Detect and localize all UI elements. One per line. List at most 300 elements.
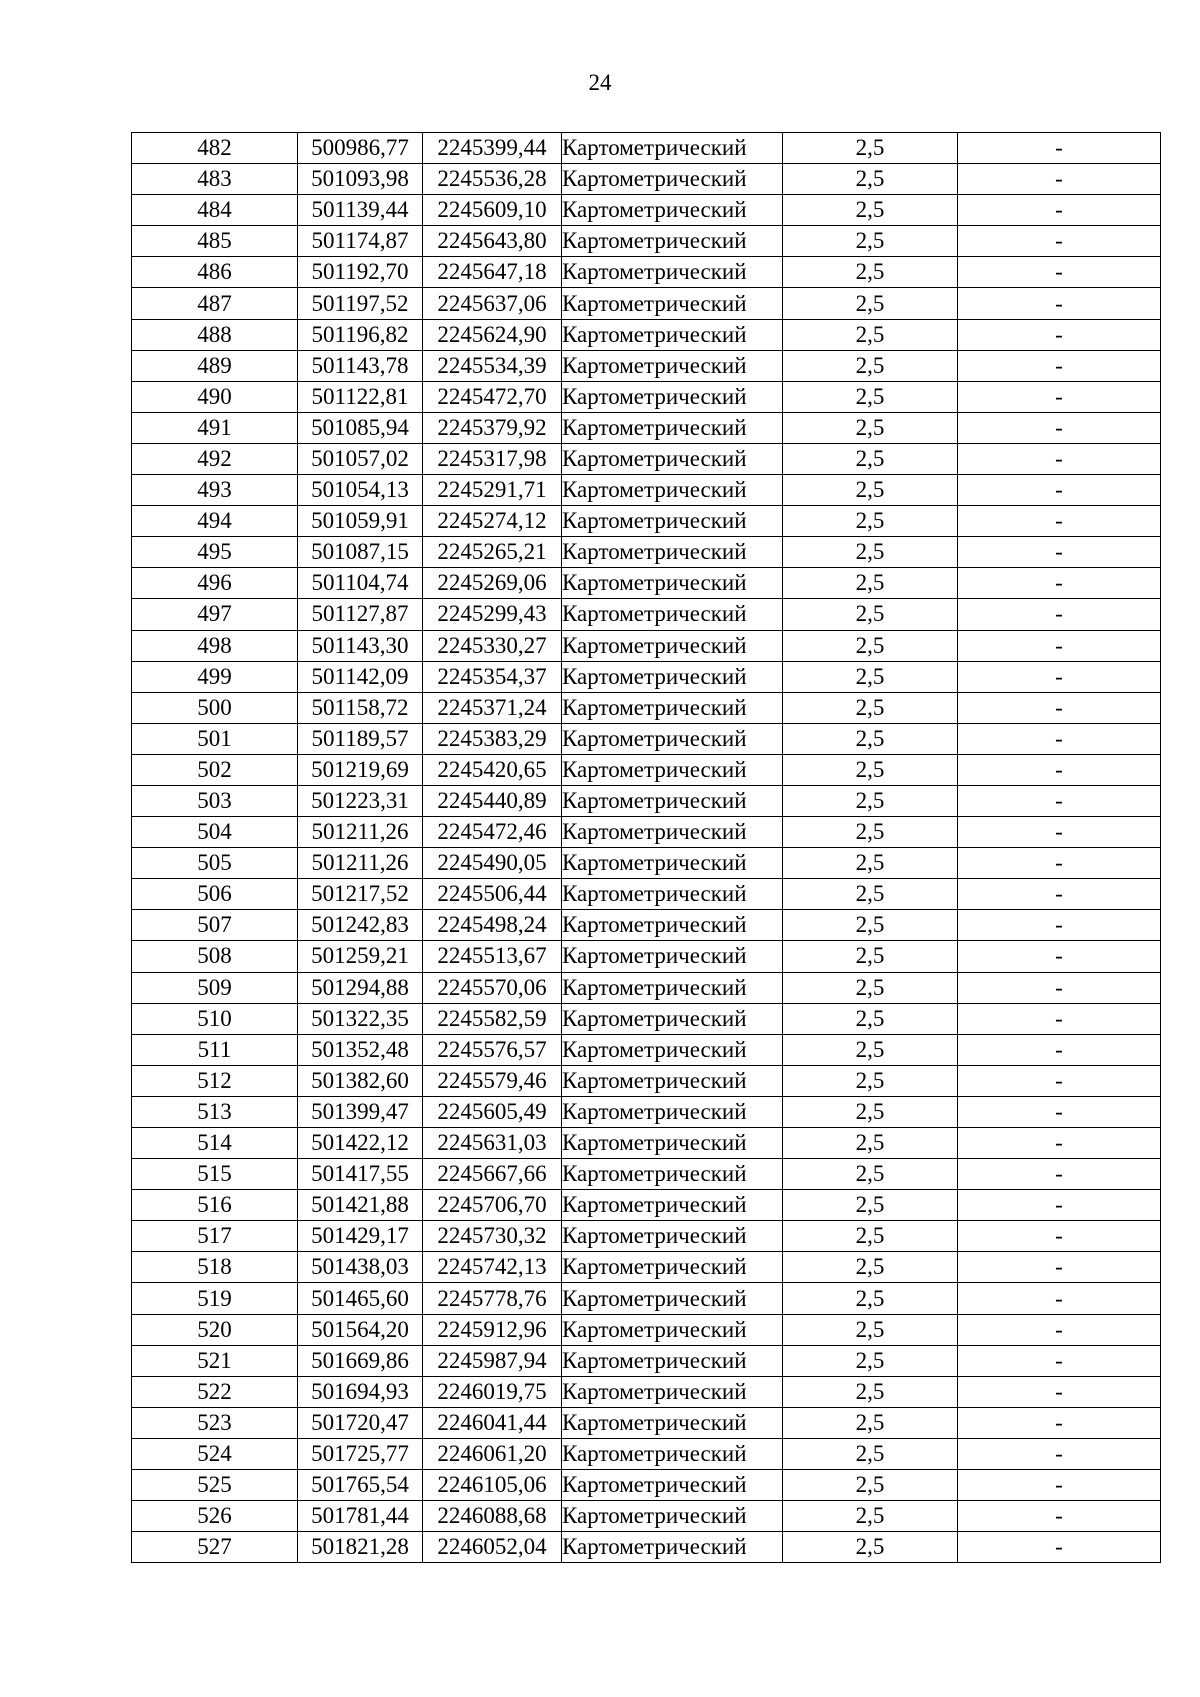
point-number-cell: 523 <box>132 1407 298 1438</box>
method-cell: Картометрический <box>562 475 783 506</box>
method-cell: Картометрический <box>562 195 783 226</box>
method-cell: Картометрический <box>562 568 783 599</box>
table-row <box>132 599 1161 630</box>
point-number-cell: 484 <box>132 195 298 226</box>
description-cell: - <box>958 257 1161 288</box>
accuracy-cell: 2,5 <box>783 692 958 723</box>
y-coordinate-cell: 2245498,24 <box>423 910 562 941</box>
point-number-cell: 504 <box>132 817 298 848</box>
accuracy-cell: 2,5 <box>783 319 958 350</box>
accuracy-cell: 2,5 <box>783 1096 958 1127</box>
y-coordinate-cell: 2245912,96 <box>423 1314 562 1345</box>
table-row <box>132 817 1161 848</box>
x-coordinate-cell: 501720,47 <box>298 1407 423 1438</box>
accuracy-cell: 2,5 <box>783 941 958 972</box>
method-cell: Картометрический <box>562 1034 783 1065</box>
description-cell: - <box>958 910 1161 941</box>
table-row <box>132 910 1161 941</box>
method-cell: Картометрический <box>562 910 783 941</box>
point-number-cell: 494 <box>132 506 298 537</box>
y-coordinate-cell: 2245420,65 <box>423 754 562 785</box>
point-number-cell: 489 <box>132 350 298 381</box>
x-coordinate-cell: 501429,17 <box>298 1221 423 1252</box>
method-cell: Картометрический <box>562 1096 783 1127</box>
method-cell: Картометрический <box>562 350 783 381</box>
x-coordinate-cell: 501059,91 <box>298 506 423 537</box>
method-cell: Картометрический <box>562 941 783 972</box>
method-cell: Картометрический <box>562 443 783 474</box>
y-coordinate-cell: 2245265,21 <box>423 537 562 568</box>
y-coordinate-cell: 2245637,06 <box>423 288 562 319</box>
point-number-cell: 525 <box>132 1470 298 1501</box>
point-number-cell: 487 <box>132 288 298 319</box>
y-coordinate-cell: 2245570,06 <box>423 972 562 1003</box>
method-cell: Картометрический <box>562 1376 783 1407</box>
y-coordinate-cell: 2245291,71 <box>423 475 562 506</box>
description-cell: - <box>958 879 1161 910</box>
y-coordinate-cell: 2245576,57 <box>423 1034 562 1065</box>
method-cell: Картометрический <box>562 381 783 412</box>
description-cell: - <box>958 1065 1161 1096</box>
accuracy-cell: 2,5 <box>783 412 958 443</box>
method-cell: Картометрический <box>562 412 783 443</box>
description-cell: - <box>958 1159 1161 1190</box>
y-coordinate-cell: 2246041,44 <box>423 1407 562 1438</box>
point-number-cell: 501 <box>132 723 298 754</box>
point-number-cell: 515 <box>132 1159 298 1190</box>
accuracy-cell: 2,5 <box>783 1501 958 1532</box>
method-cell: Картометрический <box>562 754 783 785</box>
x-coordinate-cell: 501143,30 <box>298 630 423 661</box>
x-coordinate-cell: 501382,60 <box>298 1065 423 1096</box>
accuracy-cell: 2,5 <box>783 1345 958 1376</box>
point-number-cell: 527 <box>132 1532 298 1563</box>
accuracy-cell: 2,5 <box>783 1438 958 1469</box>
table-row <box>132 1470 1161 1501</box>
method-cell: Картометрический <box>562 661 783 692</box>
table-row <box>132 475 1161 506</box>
y-coordinate-cell: 2245354,37 <box>423 661 562 692</box>
method-cell: Картометрический <box>562 848 783 879</box>
description-cell: - <box>958 1283 1161 1314</box>
method-cell: Картометрический <box>562 1003 783 1034</box>
method-cell: Картометрический <box>562 164 783 195</box>
method-cell: Картометрический <box>562 1190 783 1221</box>
x-coordinate-cell: 501087,15 <box>298 537 423 568</box>
description-cell: - <box>958 1438 1161 1469</box>
x-coordinate-cell: 501139,44 <box>298 195 423 226</box>
x-coordinate-cell: 501219,69 <box>298 754 423 785</box>
table-row <box>132 972 1161 1003</box>
description-cell: - <box>958 568 1161 599</box>
y-coordinate-cell: 2245667,66 <box>423 1159 562 1190</box>
table-row <box>132 288 1161 319</box>
x-coordinate-cell: 501104,74 <box>298 568 423 599</box>
x-coordinate-cell: 501192,70 <box>298 257 423 288</box>
x-coordinate-cell: 501694,93 <box>298 1376 423 1407</box>
method-cell: Картометрический <box>562 1314 783 1345</box>
point-number-cell: 502 <box>132 754 298 785</box>
accuracy-cell: 2,5 <box>783 785 958 816</box>
x-coordinate-cell: 501322,35 <box>298 1003 423 1034</box>
x-coordinate-cell: 501093,98 <box>298 164 423 195</box>
description-cell: - <box>958 1532 1161 1563</box>
accuracy-cell: 2,5 <box>783 568 958 599</box>
x-coordinate-cell: 501189,57 <box>298 723 423 754</box>
x-coordinate-cell: 501465,60 <box>298 1283 423 1314</box>
description-cell: - <box>958 599 1161 630</box>
accuracy-cell: 2,5 <box>783 1159 958 1190</box>
x-coordinate-cell: 501821,28 <box>298 1532 423 1563</box>
accuracy-cell: 2,5 <box>783 1376 958 1407</box>
description-cell: - <box>958 319 1161 350</box>
y-coordinate-cell: 2245609,10 <box>423 195 562 226</box>
description-cell: - <box>958 1034 1161 1065</box>
point-number-cell: 482 <box>132 133 298 164</box>
x-coordinate-cell: 501725,77 <box>298 1438 423 1469</box>
table-row <box>132 661 1161 692</box>
y-coordinate-cell: 2246019,75 <box>423 1376 562 1407</box>
description-cell: - <box>958 1128 1161 1159</box>
y-coordinate-cell: 2245440,89 <box>423 785 562 816</box>
table-row <box>132 319 1161 350</box>
x-coordinate-cell: 501781,44 <box>298 1501 423 1532</box>
x-coordinate-cell: 501765,54 <box>298 1470 423 1501</box>
description-cell: - <box>958 1096 1161 1127</box>
y-coordinate-cell: 2246061,20 <box>423 1438 562 1469</box>
method-cell: Картометрический <box>562 1159 783 1190</box>
description-cell: - <box>958 941 1161 972</box>
x-coordinate-cell: 501421,88 <box>298 1190 423 1221</box>
y-coordinate-cell: 2245579,46 <box>423 1065 562 1096</box>
description-cell: - <box>958 1407 1161 1438</box>
accuracy-cell: 2,5 <box>783 226 958 257</box>
x-coordinate-cell: 501223,31 <box>298 785 423 816</box>
point-number-cell: 495 <box>132 537 298 568</box>
y-coordinate-cell: 2245371,24 <box>423 692 562 723</box>
point-number-cell: 517 <box>132 1221 298 1252</box>
point-number-cell: 524 <box>132 1438 298 1469</box>
point-number-cell: 483 <box>132 164 298 195</box>
table-row <box>132 1096 1161 1127</box>
table-row <box>132 164 1161 195</box>
y-coordinate-cell: 2245383,29 <box>423 723 562 754</box>
description-cell: - <box>958 723 1161 754</box>
description-cell: - <box>958 754 1161 785</box>
table-row <box>132 723 1161 754</box>
accuracy-cell: 2,5 <box>783 599 958 630</box>
x-coordinate-cell: 501174,87 <box>298 226 423 257</box>
point-number-cell: 526 <box>132 1501 298 1532</box>
y-coordinate-cell: 2245706,70 <box>423 1190 562 1221</box>
x-coordinate-cell: 501242,83 <box>298 910 423 941</box>
point-number-cell: 497 <box>132 599 298 630</box>
accuracy-cell: 2,5 <box>783 506 958 537</box>
method-cell: Картометрический <box>562 1470 783 1501</box>
accuracy-cell: 2,5 <box>783 1190 958 1221</box>
accuracy-cell: 2,5 <box>783 350 958 381</box>
y-coordinate-cell: 2245472,46 <box>423 817 562 848</box>
point-number-cell: 510 <box>132 1003 298 1034</box>
y-coordinate-cell: 2245624,90 <box>423 319 562 350</box>
coordinates-table <box>131 132 1161 1563</box>
accuracy-cell: 2,5 <box>783 288 958 319</box>
y-coordinate-cell: 2245730,32 <box>423 1221 562 1252</box>
point-number-cell: 522 <box>132 1376 298 1407</box>
y-coordinate-cell: 2245647,18 <box>423 257 562 288</box>
table-row <box>132 692 1161 723</box>
point-number-cell: 511 <box>132 1034 298 1065</box>
description-cell: - <box>958 1470 1161 1501</box>
table-row <box>132 1314 1161 1345</box>
x-coordinate-cell: 501422,12 <box>298 1128 423 1159</box>
description-cell: - <box>958 1003 1161 1034</box>
accuracy-cell: 2,5 <box>783 879 958 910</box>
method-cell: Картометрический <box>562 785 783 816</box>
y-coordinate-cell: 2245269,06 <box>423 568 562 599</box>
accuracy-cell: 2,5 <box>783 1314 958 1345</box>
accuracy-cell: 2,5 <box>783 1532 958 1563</box>
description-cell: - <box>958 1221 1161 1252</box>
y-coordinate-cell: 2245274,12 <box>423 506 562 537</box>
y-coordinate-cell: 2245399,44 <box>423 133 562 164</box>
y-coordinate-cell: 2245472,70 <box>423 381 562 412</box>
x-coordinate-cell: 500986,77 <box>298 133 423 164</box>
table-row <box>132 1345 1161 1376</box>
method-cell: Картометрический <box>562 817 783 848</box>
table-row <box>132 443 1161 474</box>
y-coordinate-cell: 2245534,39 <box>423 350 562 381</box>
table-row <box>132 848 1161 879</box>
description-cell: - <box>958 972 1161 1003</box>
description-cell: - <box>958 350 1161 381</box>
point-number-cell: 503 <box>132 785 298 816</box>
description-cell: - <box>958 164 1161 195</box>
point-number-cell: 492 <box>132 443 298 474</box>
method-cell: Картометрический <box>562 257 783 288</box>
method-cell: Картометрический <box>562 288 783 319</box>
accuracy-cell: 2,5 <box>783 972 958 1003</box>
table-row <box>132 1438 1161 1469</box>
y-coordinate-cell: 2245742,13 <box>423 1252 562 1283</box>
accuracy-cell: 2,5 <box>783 164 958 195</box>
method-cell: Картометрический <box>562 133 783 164</box>
point-number-cell: 485 <box>132 226 298 257</box>
method-cell: Картометрический <box>562 1065 783 1096</box>
y-coordinate-cell: 2245582,59 <box>423 1003 562 1034</box>
description-cell: - <box>958 1345 1161 1376</box>
table-row <box>132 226 1161 257</box>
method-cell: Картометрический <box>562 537 783 568</box>
description-cell: - <box>958 785 1161 816</box>
x-coordinate-cell: 501669,86 <box>298 1345 423 1376</box>
table-row <box>132 1252 1161 1283</box>
x-coordinate-cell: 501122,81 <box>298 381 423 412</box>
point-number-cell: 496 <box>132 568 298 599</box>
method-cell: Картометрический <box>562 692 783 723</box>
description-cell: - <box>958 506 1161 537</box>
point-number-cell: 500 <box>132 692 298 723</box>
point-number-cell: 505 <box>132 848 298 879</box>
table-row <box>132 537 1161 568</box>
method-cell: Картометрический <box>562 1532 783 1563</box>
method-cell: Картометрический <box>562 1501 783 1532</box>
method-cell: Картометрический <box>562 599 783 630</box>
table-row <box>132 1532 1161 1563</box>
accuracy-cell: 2,5 <box>783 1221 958 1252</box>
table-row <box>132 941 1161 972</box>
description-cell: - <box>958 288 1161 319</box>
table-row <box>132 630 1161 661</box>
point-number-cell: 509 <box>132 972 298 1003</box>
method-cell: Картометрический <box>562 1128 783 1159</box>
table-row <box>132 195 1161 226</box>
description-cell: - <box>958 817 1161 848</box>
accuracy-cell: 2,5 <box>783 1128 958 1159</box>
method-cell: Картометрический <box>562 1221 783 1252</box>
x-coordinate-cell: 501197,52 <box>298 288 423 319</box>
point-number-cell: 493 <box>132 475 298 506</box>
y-coordinate-cell: 2245987,94 <box>423 1345 562 1376</box>
table-row <box>132 1128 1161 1159</box>
y-coordinate-cell: 2245379,92 <box>423 412 562 443</box>
description-cell: - <box>958 692 1161 723</box>
point-number-cell: 513 <box>132 1096 298 1127</box>
x-coordinate-cell: 501143,78 <box>298 350 423 381</box>
y-coordinate-cell: 2245506,44 <box>423 879 562 910</box>
accuracy-cell: 2,5 <box>783 381 958 412</box>
point-number-cell: 508 <box>132 941 298 972</box>
description-cell: - <box>958 537 1161 568</box>
point-number-cell: 498 <box>132 630 298 661</box>
y-coordinate-cell: 2245513,67 <box>423 941 562 972</box>
description-cell: - <box>958 630 1161 661</box>
table-row <box>132 879 1161 910</box>
point-number-cell: 486 <box>132 257 298 288</box>
table-row <box>132 1407 1161 1438</box>
accuracy-cell: 2,5 <box>783 754 958 785</box>
method-cell: Картометрический <box>562 1283 783 1314</box>
x-coordinate-cell: 501158,72 <box>298 692 423 723</box>
table-row <box>132 1501 1161 1532</box>
x-coordinate-cell: 501399,47 <box>298 1096 423 1127</box>
table-row <box>132 1376 1161 1407</box>
description-cell: - <box>958 381 1161 412</box>
accuracy-cell: 2,5 <box>783 661 958 692</box>
description-cell: - <box>958 133 1161 164</box>
table-row <box>132 257 1161 288</box>
description-cell: - <box>958 848 1161 879</box>
x-coordinate-cell: 501127,87 <box>298 599 423 630</box>
accuracy-cell: 2,5 <box>783 475 958 506</box>
x-coordinate-cell: 501417,55 <box>298 1159 423 1190</box>
y-coordinate-cell: 2245330,27 <box>423 630 562 661</box>
x-coordinate-cell: 501294,88 <box>298 972 423 1003</box>
x-coordinate-cell: 501352,48 <box>298 1034 423 1065</box>
accuracy-cell: 2,5 <box>783 195 958 226</box>
method-cell: Картометрический <box>562 879 783 910</box>
page-number: 24 <box>588 70 612 95</box>
y-coordinate-cell: 2245536,28 <box>423 164 562 195</box>
method-cell: Картометрический <box>562 1407 783 1438</box>
point-number-cell: 490 <box>132 381 298 412</box>
coordinates-table-body <box>132 133 1161 1563</box>
x-coordinate-cell: 501196,82 <box>298 319 423 350</box>
y-coordinate-cell: 2245605,49 <box>423 1096 562 1127</box>
accuracy-cell: 2,5 <box>783 1407 958 1438</box>
description-cell: - <box>958 1501 1161 1532</box>
table-row <box>132 1190 1161 1221</box>
accuracy-cell: 2,5 <box>783 910 958 941</box>
table-row <box>132 506 1161 537</box>
method-cell: Картометрический <box>562 226 783 257</box>
description-cell: - <box>958 661 1161 692</box>
y-coordinate-cell: 2245490,05 <box>423 848 562 879</box>
point-number-cell: 506 <box>132 879 298 910</box>
method-cell: Картометрический <box>562 1345 783 1376</box>
table-row <box>132 350 1161 381</box>
x-coordinate-cell: 501142,09 <box>298 661 423 692</box>
accuracy-cell: 2,5 <box>783 630 958 661</box>
accuracy-cell: 2,5 <box>783 1034 958 1065</box>
x-coordinate-cell: 501438,03 <box>298 1252 423 1283</box>
table-row <box>132 381 1161 412</box>
description-cell: - <box>958 1190 1161 1221</box>
method-cell: Картометрический <box>562 319 783 350</box>
method-cell: Картометрический <box>562 630 783 661</box>
table-row <box>132 1283 1161 1314</box>
point-number-cell: 512 <box>132 1065 298 1096</box>
x-coordinate-cell: 501057,02 <box>298 443 423 474</box>
description-cell: - <box>958 443 1161 474</box>
table-row <box>132 133 1161 164</box>
y-coordinate-cell: 2245643,80 <box>423 226 562 257</box>
y-coordinate-cell: 2245631,03 <box>423 1128 562 1159</box>
accuracy-cell: 2,5 <box>783 133 958 164</box>
method-cell: Картометрический <box>562 1252 783 1283</box>
description-cell: - <box>958 412 1161 443</box>
table-row <box>132 1221 1161 1252</box>
accuracy-cell: 2,5 <box>783 1003 958 1034</box>
y-coordinate-cell: 2245317,98 <box>423 443 562 474</box>
accuracy-cell: 2,5 <box>783 537 958 568</box>
accuracy-cell: 2,5 <box>783 723 958 754</box>
accuracy-cell: 2,5 <box>783 848 958 879</box>
accuracy-cell: 2,5 <box>783 1065 958 1096</box>
x-coordinate-cell: 501217,52 <box>298 879 423 910</box>
description-cell: - <box>958 475 1161 506</box>
y-coordinate-cell: 2246052,04 <box>423 1532 562 1563</box>
y-coordinate-cell: 2246088,68 <box>423 1501 562 1532</box>
x-coordinate-cell: 501259,21 <box>298 941 423 972</box>
accuracy-cell: 2,5 <box>783 1283 958 1314</box>
table-row <box>132 412 1161 443</box>
method-cell: Картометрический <box>562 506 783 537</box>
point-number-cell: 519 <box>132 1283 298 1314</box>
x-coordinate-cell: 501085,94 <box>298 412 423 443</box>
y-coordinate-cell: 2245299,43 <box>423 599 562 630</box>
table-row <box>132 1034 1161 1065</box>
point-number-cell: 499 <box>132 661 298 692</box>
point-number-cell: 507 <box>132 910 298 941</box>
table-row <box>132 1003 1161 1034</box>
point-number-cell: 516 <box>132 1190 298 1221</box>
table-row <box>132 568 1161 599</box>
accuracy-cell: 2,5 <box>783 443 958 474</box>
description-cell: - <box>958 1252 1161 1283</box>
description-cell: - <box>958 1314 1161 1345</box>
x-coordinate-cell: 501211,26 <box>298 817 423 848</box>
